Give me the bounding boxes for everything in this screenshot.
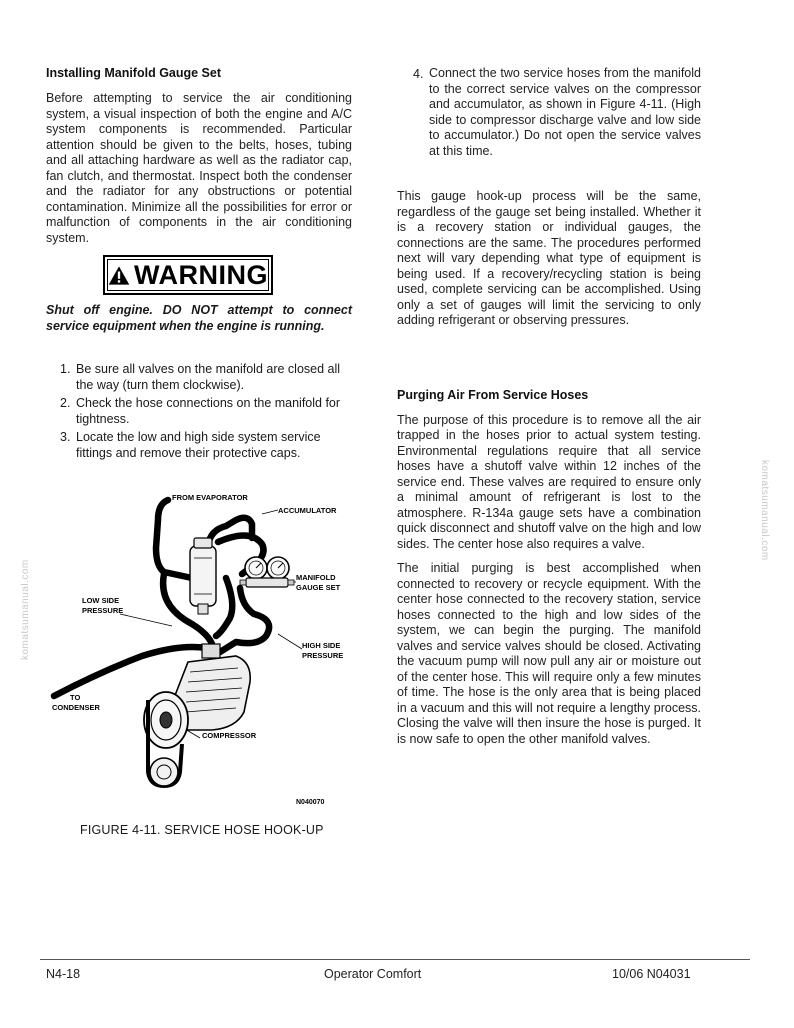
step-list [60, 361, 352, 463]
footer-section-title: Operator Comfort [324, 967, 422, 981]
step-number: 1. [60, 362, 71, 376]
gauge-hookup-paragraph: This gauge hook-up process will be the same, regardless of the gauge set being installed. Whether it is a recovery station or individual gauges, the connections are the same. The procedures performed next will vary depending what type of equipment is being used. If a recovery/recycling station is being used, complete servicing can be accomplished. Using only a set of gauges will limit the servicing to only adding refrigerant or observing pressures. [397, 189, 701, 327]
watermark-right: komatsumanual.com [759, 460, 770, 561]
manifold-gauge-illustration [240, 557, 294, 587]
label-to-1: TO [70, 693, 81, 702]
label-high-side-2: PRESSURE [302, 651, 344, 660]
label-manifold-1: MANIFOLD [296, 573, 336, 582]
warning-triangle-icon [108, 262, 130, 289]
purge-paragraph-1: The purpose of this procedure is to remove all the air trapped in the hoses prior to actual system testing. Environmental regulations require that all service hoses have a shutoff valve within 12 inches of the service end. These valves are required to ensure only a minimal amount of refrigerant is lost to the atmosphere. R-134a gauge sets have a combination quick disconnect and shutoff valve on the high and low sides. The center hose also requires a valve. [397, 412, 701, 551]
left-column [46, 66, 352, 246]
list-item [60, 395, 352, 427]
footer-divider [40, 959, 750, 960]
step-number: 4. [413, 67, 424, 81]
figure-code: N040070 [296, 799, 325, 806]
label-compressor: COMPRESSOR [202, 731, 257, 740]
accumulator-illustration [190, 538, 216, 614]
warning-note: Shut off engine. DO NOT attempt to connect service equipment when the engine is running. [46, 303, 352, 333]
service-hose-diagram [40, 486, 360, 816]
label-manifold-2: GAUGE SET [296, 583, 341, 592]
warning-label: WARNING [134, 259, 268, 290]
compressor-illustration [144, 644, 250, 786]
step-text: Locate the low and high side system service fittings and remove their protective caps. [76, 430, 321, 460]
section-heading-installing: Installing Manifold Gauge Set [46, 66, 222, 80]
right-column [397, 66, 701, 747]
step-text: Be sure all valves on the manifold are closed all the way (turn them clockwise). [76, 362, 341, 392]
step-number: 2. [60, 396, 71, 410]
section-heading-purging: Purging Air From Service Hoses [397, 387, 589, 402]
list-item [60, 361, 352, 393]
watermark-left: komatsumanual.com [20, 559, 31, 660]
step-text: Check the hose connections on the manifold for tightness. [76, 396, 341, 426]
footer-date-code: 10/06 N04031 [612, 967, 691, 981]
label-high-side-1: HIGH SIDE [302, 641, 341, 650]
figure-caption: FIGURE 4-11. SERVICE HOSE HOOK-UP [80, 823, 324, 837]
warning-inner [107, 259, 269, 291]
intro-paragraph: Before attempting to service the air conditioning system, a visual inspection of both the engine and A/C system components is recommended. Particular attention should be given to the belts, hoses, tubing and all attaching hardware as well as the radiator cap, fan clutch, and thermostat. Inspect both the condenser and the radiator for any obstructions or potential contamination. Minimize all the possibilities for error or malfunction of components in the air conditioning system. [46, 91, 352, 245]
label-to-2: CONDENSER [52, 703, 100, 712]
footer-page-number: N4-18 [46, 967, 81, 981]
label-from-evaporator: FROM EVAPORATOR [172, 493, 248, 502]
label-low-side-2: PRESSURE [82, 606, 124, 615]
purge-paragraph-2: The initial purging is best accomplished when connected to recovery or recycle equipment. With the center hose connected to the recovery station, service hoses connected to the high and low sides of the system, we can begin the purging. The manifold valves and service valves should be closed. Activating the vacuum pump will now pull any air or moisture out of the center hose. This will require only a few minutes of time. The hose is the only area that is being placed in a vacuum and this will not require a lengthy process. Closing the valve will then insure the hose is purged. It is now safe to open the other manifold valves. [397, 561, 701, 746]
list-item [60, 429, 352, 461]
step-text: Connect the two service hoses from the manifold to the correct service valves on the compressor and accumulator, as shown in Figure 4-11. (High side to compressor discharge valve and low side to accumulator.) Do not open the service valves at this time. [429, 66, 701, 158]
label-low-side-1: LOW SIDE [82, 596, 120, 605]
label-accumulator: ACCUMULATOR [278, 506, 337, 515]
list-item [397, 66, 701, 159]
step-number: 3. [60, 430, 71, 444]
warning-sign [103, 255, 273, 295]
